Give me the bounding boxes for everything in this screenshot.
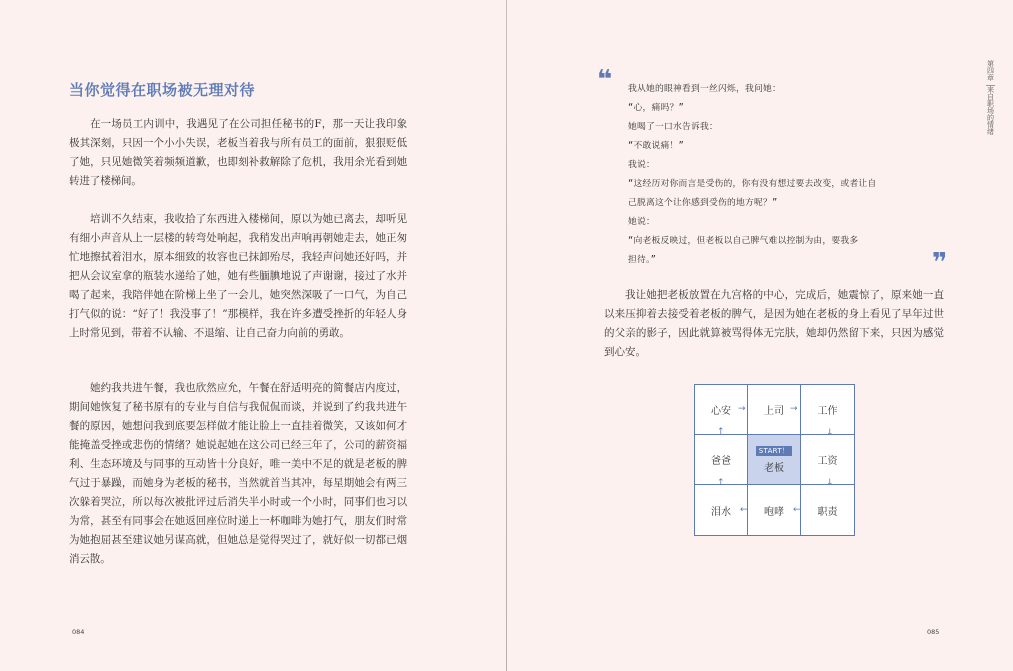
paragraph-3	[69, 379, 407, 569]
right-page	[507, 0, 1013, 671]
dialog-line: 己脱离这个让你感到受伤的地方呢？”	[628, 198, 778, 208]
grid-center-cell	[748, 435, 801, 485]
dialog-line: 担待。”	[628, 255, 657, 265]
arrow-up-icon: ↑	[717, 427, 725, 437]
nine-grid-diagram	[694, 384, 855, 536]
grid-cell: 职责	[817, 506, 838, 518]
chapter-side-tab	[983, 60, 997, 135]
grid-cell: 心安	[695, 385, 748, 435]
dialog-line: “这经历对你而言是受伤的，你有没有想过要去改变，或者让自	[628, 179, 877, 189]
arrow-down-icon: ↓	[826, 478, 834, 488]
paragraph-2-text: 培训不久结束，我收拾了东西进入楼梯间，原以为她已离去，却听见有细小声音从上一层楼的转弯处响起，我稍发出声响再朝她走去，她正匆忙地擦拭着泪水，原本细致的妆容也已抹卸殆尽，我轻声问她还好吗，并把从会议室拿的瓶装水递给了她，她有些腼腆地说了声谢谢，接过了水并喝了起来，我陪伴她在阶梯上坐了一会儿，她突然深吸了一口气，为自己打气似的说：“好了！我没事了！”那模样，我在许多遭受挫折的年轻人身上时常见到，带着不认输、不退缩、让自己奋力向前的勇敢。	[69, 213, 407, 339]
grid-cell: 泪水	[695, 485, 748, 535]
grid-cell: 上司	[748, 385, 801, 435]
paragraph-3-text: 她约我共进午餐，我也欣然应允，午餐在舒适明亮的简餐店内度过，期间她恢复了秘书原有的专业与自信与我侃侃而谈，并说到了约我共进午餐的原因，她想问我到底要怎样做才能让脸上一直挂着微笑，又该如何才能掩盖受挫或悲伤的情绪？她说起她在这公司已经三年了，公司的薪资福利、生态环境及与同事的互动皆十分良好，唯一美中不足的就是老板的脾气过于暴躁，而她身为老板的秘书，当然就首当其冲，每星期她会有两三次躲着哭泣，所以每次被批评过后消失半小时或一个小时，同事们也习以为常，甚至有同事会在她返回座位时递上一杯咖啡为她打气，朋友们时常为她抱屈甚至建议她另谋高就，但她总是觉得哭过了，就好似一切都已烟消云散。	[69, 382, 407, 565]
arrow-right-icon: →	[738, 404, 746, 414]
quote-close-icon: ❞	[932, 248, 948, 278]
arrow-up-icon: ↑	[717, 478, 725, 488]
dialog-line: 她喝了一口水告诉我：	[628, 122, 718, 132]
page-number-left: 084	[72, 628, 85, 636]
dialog-line: “向老板反映过，但老板以自己脾气难以控制为由，要我多	[628, 236, 859, 246]
arrow-left-icon: ←	[740, 505, 748, 515]
dialog-line: 我说：	[628, 160, 655, 170]
paragraph-1	[69, 115, 407, 191]
grid-center-label: 老板	[764, 462, 784, 474]
grid-cell: 爸爸	[695, 435, 748, 485]
grid-cell: 咆哮	[748, 485, 801, 535]
quote-open-icon: ❝	[597, 65, 613, 95]
grid-cell: 工作	[801, 385, 854, 435]
dialog-block	[628, 80, 928, 270]
start-badge: START！	[756, 446, 792, 456]
dialog-line: “不敢说痛！”	[628, 141, 684, 151]
page-number-right: 085	[927, 628, 940, 636]
paragraph-4-text: 我让她把老板放置在九宫格的中心，完成后，她震惊了，原来她一直以来压抑着去接受着老板的脾气，是因为她在老板的身上看见了早年过世的父亲的影子，因此就算被骂得体无完肤，她却仍然留下来，只因为感觉到心安。	[604, 289, 944, 358]
section-title: 当你觉得在职场被无理对待	[69, 81, 256, 99]
dialog-line: “心，痛吗？”	[628, 103, 684, 113]
grid-cell: 工资	[801, 435, 854, 485]
dialog-line: 她说：	[628, 217, 655, 227]
dialog-line: 我从她的眼神看到一丝闪烁，我问她：	[628, 84, 781, 94]
paragraph-4	[604, 286, 944, 362]
left-page	[0, 0, 506, 671]
chapter-number: 第四章	[986, 60, 995, 86]
arrow-down-icon: ↓	[826, 428, 834, 438]
arrow-left-icon: ←	[793, 505, 801, 515]
paragraph-2	[69, 210, 407, 343]
arrow-right-icon: →	[790, 404, 798, 414]
paragraph-1-text: 在一场员工内训中，我遇见了在公司担任秘书的F，那一天让我印象极其深刻，只因一个小小失误，老板当着我与所有员工的面前，狠狠贬低了她，只见她微笑着频频道歉，也即刻补救解除了危机，我用余光看到她转进了楼梯间。	[69, 118, 407, 187]
chapter-title: 来自职场的情绪	[986, 86, 995, 135]
